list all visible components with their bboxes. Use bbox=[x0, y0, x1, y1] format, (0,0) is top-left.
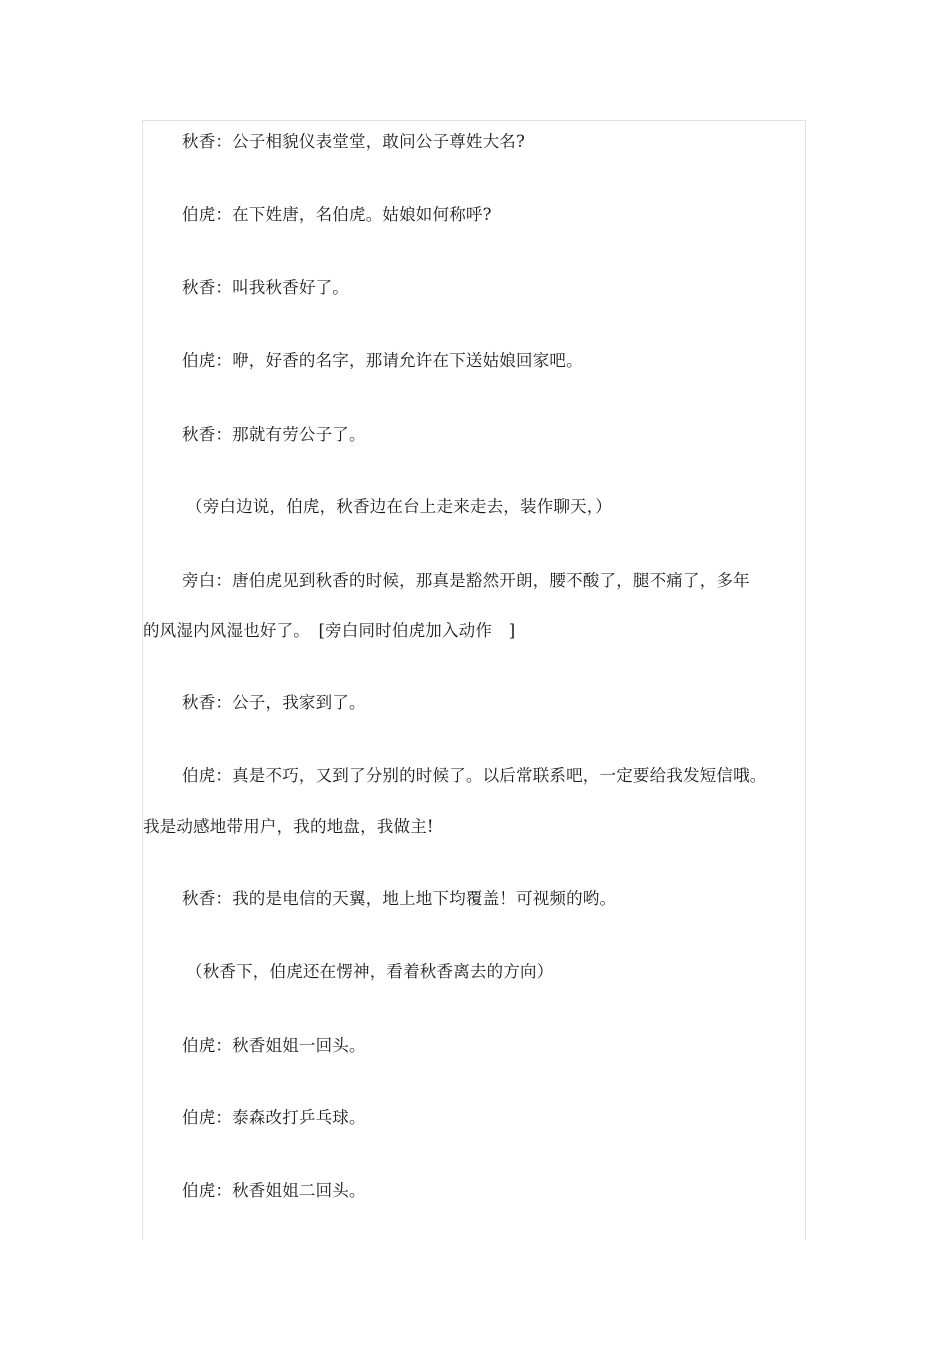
dialogue-line: 伯虎：泰森改打乒乓球。 bbox=[182, 1108, 366, 1127]
dialogue-line: 秋香：公子，我家到了。 bbox=[182, 693, 366, 712]
dialogue-line: 伯虎：咿，好香的名字，那请允许在下送姑娘回家吧。 bbox=[182, 351, 583, 370]
dialogue-continuation: 我是动感地带用户，我的地盘，我做主! bbox=[143, 817, 434, 836]
dialogue-line: 秋香：叫我秋香好了。 bbox=[182, 278, 349, 297]
stage-direction: （旁白边说，伯虎，秋香边在台上走来走去，装作聊天，） bbox=[186, 497, 612, 516]
dialogue-continuation: 的风湿内风湿也好了。 [旁白同时伯虎加入动作 ] bbox=[143, 621, 516, 640]
dialogue-line: 伯虎：秋香姐姐二回头。 bbox=[182, 1181, 366, 1200]
dialogue-line: 秋香：我的是电信的天翼，地上地下均覆盖！可视频的哟。 bbox=[182, 889, 617, 908]
dialogue-line: 秋香：那就有劳公子了。 bbox=[182, 425, 366, 444]
dialogue-line: 旁白：唐伯虎见到秋香的时候，那真是豁然开朗，腰不酸了，腿不痛了，多年 bbox=[182, 571, 750, 590]
stage-direction: （秋香下，伯虎还在愣神，看着秋香离去的方向） bbox=[186, 962, 554, 981]
dialogue-line: 伯虎：在下姓唐，名伯虎。姑娘如何称呼? bbox=[182, 205, 492, 224]
dialogue-line: 秋香：公子相貌仪表堂堂，敢问公子尊姓大名? bbox=[182, 132, 526, 151]
dialogue-line: 伯虎：秋香姐姐一回头。 bbox=[182, 1036, 366, 1055]
dialogue-line: 伯虎：真是不巧，又到了分别的时候了。以后常联系吧，一定要给我发短信哦。 bbox=[182, 766, 767, 785]
